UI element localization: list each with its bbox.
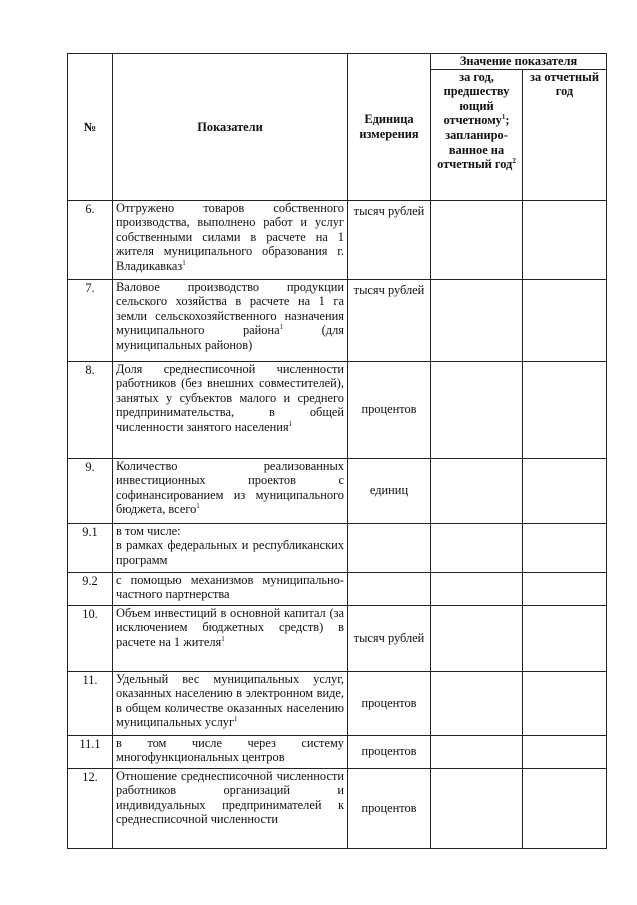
row-number: 10.: [68, 605, 113, 671]
table-row: [68, 671, 607, 735]
row-indicator: в том числе через систему многофункциональных центров: [113, 735, 348, 768]
table-row: [68, 605, 607, 671]
row-number: 6.: [68, 200, 113, 279]
row-number: 12.: [68, 768, 113, 848]
header-value: Значение показателя: [431, 54, 607, 70]
value-prev-year-cell[interactable]: [431, 671, 523, 735]
value-current-year-cell[interactable]: [523, 279, 607, 361]
value-current-year-cell[interactable]: [523, 361, 607, 458]
row-number: 11.1: [68, 735, 113, 768]
value-prev-year-cell[interactable]: [431, 735, 523, 768]
value-current-year-cell[interactable]: [523, 458, 607, 523]
value-prev-year-cell[interactable]: [431, 523, 523, 572]
table-row: [68, 523, 607, 572]
value-prev-year-cell[interactable]: [431, 605, 523, 671]
header-number: №: [68, 54, 113, 201]
row-unit: тысяч рублей: [348, 605, 431, 671]
row-number: 9.1: [68, 523, 113, 572]
table-row: [68, 200, 607, 279]
header-current-year: за отчетный год: [523, 69, 607, 200]
table-row: [68, 572, 607, 605]
table-row: [68, 361, 607, 458]
value-prev-year-cell[interactable]: [431, 279, 523, 361]
indicators-table: [67, 53, 607, 849]
row-unit: процентов: [348, 735, 431, 768]
table-row: [68, 768, 607, 848]
row-indicator: Объем инвестиций в основной капитал (за исключением бюджетных средств) в расчете на 1 жителя$^1$: [113, 605, 348, 671]
row-unit: процентов: [348, 361, 431, 458]
value-prev-year-cell[interactable]: [431, 361, 523, 458]
row-unit: процентов: [348, 671, 431, 735]
row-indicator: в том числе: в рамках федеральных и республиканских программ: [113, 523, 348, 572]
row-number: 8.: [68, 361, 113, 458]
value-current-year-cell[interactable]: [523, 200, 607, 279]
row-unit: [348, 572, 431, 605]
value-prev-year-cell[interactable]: [431, 200, 523, 279]
value-prev-year-cell[interactable]: [431, 572, 523, 605]
row-indicator: с помощью механизмов муниципально-частного партнерства: [113, 572, 348, 605]
table-row: [68, 279, 607, 361]
row-indicator: Количество реализованных инвестиционных проектов с софинансированием из муниципального бюджета, всего$^1$: [113, 458, 348, 523]
row-indicator: Отношение среднесписочной численности работников организаций и индивидуальных предпринимателей к среднесписочной численности: [113, 768, 348, 848]
row-number: 9.: [68, 458, 113, 523]
row-unit: процентов: [348, 768, 431, 848]
row-unit: [348, 523, 431, 572]
value-current-year-cell[interactable]: [523, 735, 607, 768]
row-indicator: Валовое производство продукции сельского хозяйства в расчете на 1 га земли сельскохозяйственного назначения муниципального района$^1$ (для муниципальных районов): [113, 279, 348, 361]
row-number: 7.: [68, 279, 113, 361]
value-prev-year-cell[interactable]: [431, 768, 523, 848]
value-current-year-cell[interactable]: [523, 605, 607, 671]
value-current-year-cell[interactable]: [523, 523, 607, 572]
row-indicator: Отгружено товаров собственного производства, выполнено работ и услуг собственными силами в расчете на 1 жителя муниципального образования г. Владикавказ$^1$: [113, 200, 348, 279]
value-current-year-cell[interactable]: [523, 572, 607, 605]
table-row: [68, 735, 607, 768]
row-indicator: Удельный вес муниципальных услуг, оказанных населению в электронном виде, в общем количестве оказанных населению муниципальных услуг$^1$: [113, 671, 348, 735]
row-number: 11.: [68, 671, 113, 735]
header-prev-year: за год, предшеству ющий отчетному$^1$; запланиро-ванное на отчетный год$^2$: [431, 69, 523, 200]
row-number: 9.2: [68, 572, 113, 605]
row-unit: тысяч рублей: [348, 200, 431, 279]
row-unit: единиц: [348, 458, 431, 523]
value-current-year-cell[interactable]: [523, 671, 607, 735]
row-indicator: Доля среднесписочной численности работников (без внешних совместителей), занятых у субъектов малого и среднего предпринимательства, в общей численности занятого населения$^1$: [113, 361, 348, 458]
row-unit: тысяч рублей: [348, 279, 431, 361]
value-prev-year-cell[interactable]: [431, 458, 523, 523]
value-current-year-cell[interactable]: [523, 768, 607, 848]
table-row: [68, 458, 607, 523]
header-indicators: Показатели: [113, 54, 348, 201]
header-unit: Единица измерения: [348, 54, 431, 201]
